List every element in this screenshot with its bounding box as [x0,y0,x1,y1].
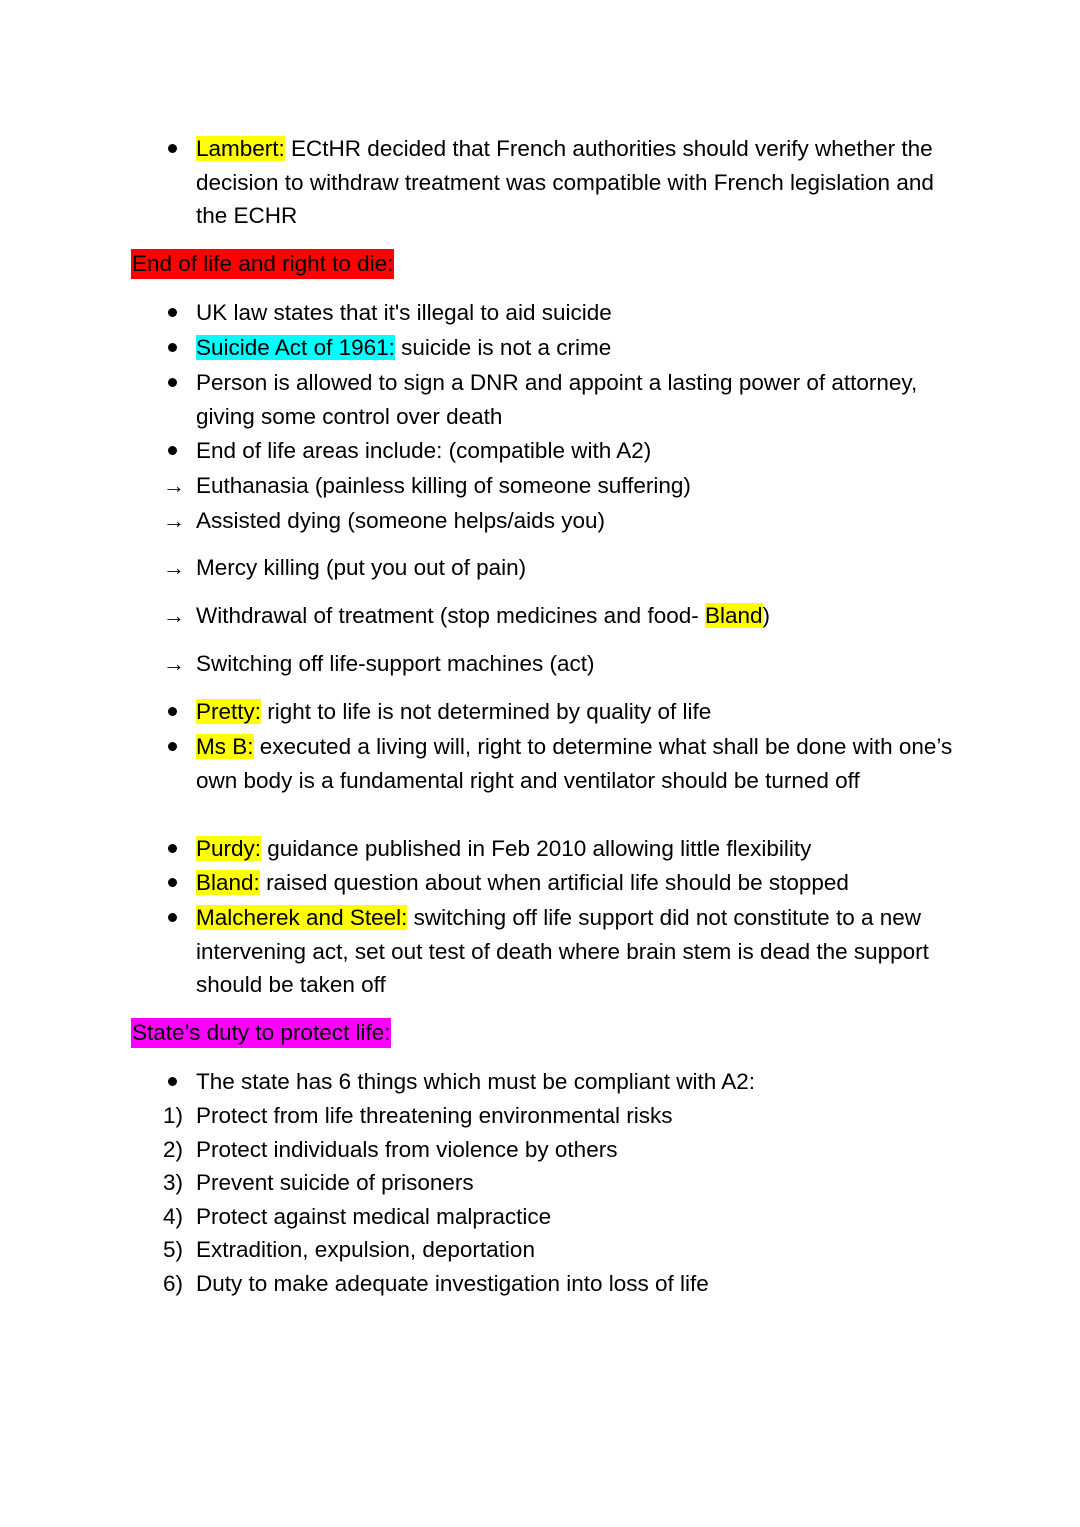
heading-state-duty: State’s duty to protect life: [131,1018,391,1048]
bullet-dot [168,742,177,751]
bullet-dnr: Person is allowed to sign a DNR and appoint a lasting power of attorney, giving some control over death [163,366,963,433]
bullet-purdy: Purdy: guidance published in Feb 2010 allowing little flexibility [163,832,963,866]
case-label-bland: Bland: [196,870,260,895]
numbered-item: 3) Prevent suicide of prisoners [163,1170,474,1195]
bullet-end-of-life-areas: End of life areas include: (compatible with A2) [163,434,963,468]
case-label-lambert: Lambert: [196,136,285,161]
numbered-item: 1) Protect from life threatening environmental risks [163,1103,673,1128]
numbered-item: 5) Extradition, expulsion, deportation [163,1237,535,1262]
arrow-item-assisted-dying: → Assisted dying (someone helps/aids you) [163,504,963,538]
arrow-item-euthanasia: → Euthanasia (painless killing of someone suffering) [163,469,963,503]
bullet-dot [168,707,177,716]
bullet-ms-b: Ms B: executed a living will, right to determine what shall be done with one’s own body is a fundamental right and ventilator should be turned off [163,730,963,797]
arrow-right-icon: → [163,508,185,533]
arrow-right-icon: → [163,603,185,628]
numbered-item: 6) Duty to make adequate investigation into loss of life [163,1271,709,1296]
case-label-ms-b: Ms B: [196,734,254,759]
bullet-lambert [163,132,963,233]
bullet-dot [168,878,177,887]
case-label-pretty: Pretty: [196,699,262,724]
case-label-bland-inline: Bland [705,603,763,628]
arrow-item-mercy-killing: → Mercy killing (put you out of pain) [163,551,963,585]
bullet-suicide-act: Suicide Act of 1961: suicide is not a crime [163,331,963,365]
bullet-bland: Bland: raised question about when artificial life should be stopped [163,866,963,900]
bullet-state-six-things: The state has 6 things which must be compliant with A2: [163,1065,963,1099]
arrow-item-withdrawal: → Withdrawal of treatment (stop medicines and food- Bland) [163,599,963,633]
statute-label: Suicide Act of 1961: [196,335,395,360]
bullet-dot [168,1077,177,1086]
bullet-dot [168,308,177,317]
bullet-dot [168,446,177,455]
bullet-malcherek: Malcherek and Steel: switching off life support did not constitute to a new intervening act, set out test of death where brain stem is dead the support should be taken off [163,901,963,1002]
bullet-dot [168,844,177,853]
arrow-right-icon: → [163,555,185,580]
bullet-dot [168,913,177,922]
case-text-lambert: ECtHR decided that French authorities should verify whether the decision to withdraw treatment was compatible with French legislation and the ECHR [196,136,934,228]
bullet-pretty: Pretty: right to life is not determined by quality of life [163,695,963,729]
bullet-dot [168,343,177,352]
numbered-item: 4) Protect against medical malpractice [163,1204,552,1229]
numbered-item: 2) Protect individuals from violence by others [163,1137,618,1162]
bullet-uk-law: UK law states that it's illegal to aid suicide [163,296,963,330]
bullet-dot [168,144,177,153]
arrow-right-icon: → [163,473,185,498]
arrow-right-icon: → [163,651,185,676]
bullet-dot [168,378,177,387]
arrow-item-life-support: → Switching off life-support machines (act) [163,647,963,681]
case-label-malcherek: Malcherek and Steel: [196,905,408,930]
case-label-purdy: Purdy: [196,836,262,861]
heading-end-of-life: End of life and right to die: [131,249,394,279]
